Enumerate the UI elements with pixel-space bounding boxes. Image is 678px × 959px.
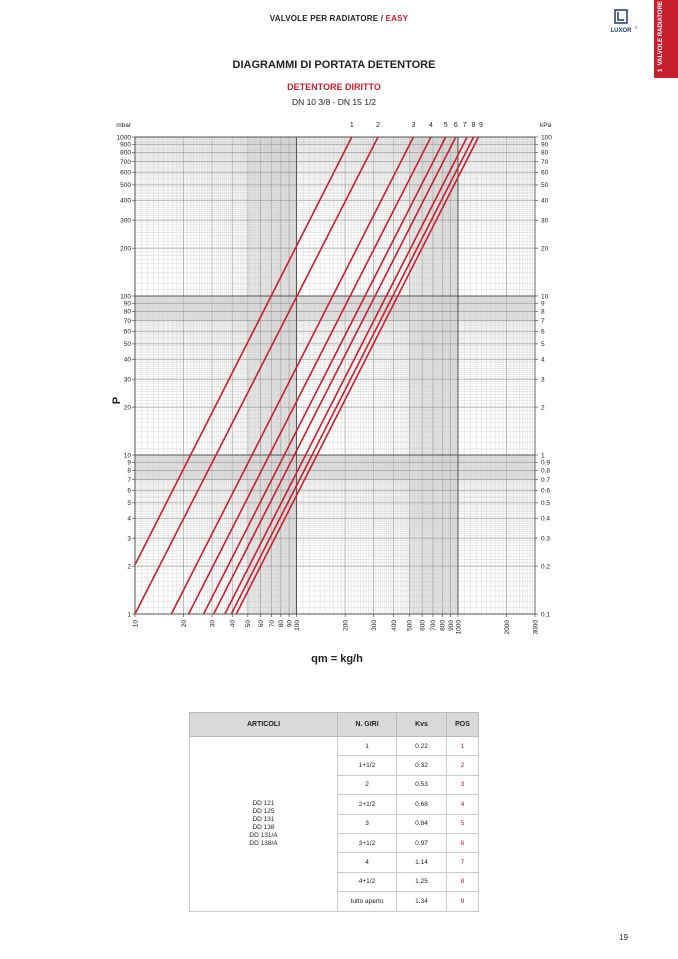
giri-cell: tutto aperto [338,892,397,911]
y-tick-label-right: 100 [541,134,552,142]
y-tick-label-right: 30 [541,217,549,225]
y-tick-label-left: 600 [120,169,131,177]
kvs-cell: 0.68 [397,795,447,814]
y-tick-label-left: 7 [127,476,131,484]
y-tick-label-right: 5 [541,341,545,349]
y-tick-label-right: 60 [541,169,549,177]
x-tick-label: 10 [132,620,140,628]
pos-cell: 5 [447,814,479,833]
y-tick-label-left: 30 [123,376,131,384]
col-articoli: ARTICOLI [190,713,338,737]
header-separator: / [378,14,386,23]
x-tick-label: 200 [342,620,350,631]
y-tick-label-left: 90 [123,300,131,308]
y-tick-label-right: 0.3 [541,535,551,543]
series-line-4 [189,137,431,614]
y-tick-label-left: 700 [120,158,131,166]
x-tick-label: 40 [229,620,237,628]
y-tick-label-left: 500 [120,182,131,190]
spec-table-header [190,713,479,737]
x-axis-title: qm = kg/h [311,653,363,665]
y-tick-label-right: 0.8 [541,467,551,475]
y-tick-label-right: 4 [541,356,545,364]
giri-cell: 3 [338,814,397,833]
y-tick-label-left: 1000 [116,134,131,142]
y-tick-label-left: 400 [120,197,131,205]
curve-label: 5 [443,122,448,129]
chapter-name: VALVOLE RADIATORE [658,1,664,66]
y-tick-label-right: 50 [541,182,549,190]
col-pos: POS [447,713,479,737]
curve-label: 1 [349,122,354,129]
y-tick-label-right: 70 [541,158,549,166]
y-tick-label-left: 1 [127,611,131,619]
articoli-cell: DD 121 DD 125 DD 131 DD 138 DD 131/A DD 138/A [190,737,338,912]
y-tick-label-right: 0.6 [541,487,551,495]
kvs-cell: 0.22 [397,737,447,756]
curve-label: 2 [376,122,381,129]
y-unit-right: kPa [540,122,552,129]
y-tick-label-left: 4 [127,515,131,523]
y-tick-label-left: 6 [127,487,131,495]
x-tick-label: 2000 [503,620,511,635]
x-tick-label: 70 [268,620,276,628]
x-tick-label: 600 [419,620,427,631]
x-tick-label: 1000 [455,620,463,635]
spec-table [189,712,479,912]
y-tick-label-right: 6 [541,328,545,336]
x-tick-label: 500 [406,620,414,631]
header-product: EASY [385,14,409,23]
y-tick-label-left: 10 [123,452,131,460]
chart-dimension-label: DN 10 3/8 - DN 15 1/2 [291,97,377,107]
y-tick-label-right: 2 [541,404,545,412]
kvs-cell: 1.25 [397,872,447,891]
y-tick-label-left: 9 [127,459,131,467]
y-tick-label-right: 20 [541,245,549,253]
y-unit-left: mbar [116,122,131,129]
pos-cell: 1 [447,737,479,756]
kvs-cell: 0.53 [397,775,447,794]
x-tick-label: 900 [447,620,455,631]
pos-cell: 3 [447,775,479,794]
y-tick-label-left: 900 [120,141,131,149]
giri-cell: 2 [338,775,397,794]
kvs-cell: 0.32 [397,756,447,775]
giri-cell: 2+1/2 [338,795,397,814]
y-tick-label-right: 3 [541,376,545,384]
pos-cell: 9 [447,892,479,911]
y-tick-label-left: 800 [120,149,131,157]
y-tick-label-right: 9 [541,300,545,308]
x-tick-label: 50 [245,620,253,628]
giri-cell: 1 [338,737,397,756]
curve-label: 3 [411,122,416,129]
y-tick-label-right: 0.1 [541,611,551,619]
giri-cell: 3+1/2 [338,833,397,852]
y-tick-label-left: 70 [123,317,131,325]
y-axis-title: P [111,396,123,405]
chapter-number: 1 [658,68,664,72]
y-tick-label-left: 5 [127,500,131,508]
header-section: VALVOLE PER RADIATORE [269,14,379,23]
kvs-cell: 0.97 [397,833,447,852]
y-tick-label-right: 0.2 [541,563,551,571]
y-tick-label-right: 10 [541,293,549,301]
kvs-cell: 0.84 [397,814,447,833]
col-kvs: Kvs [397,713,447,737]
y-tick-label-right: 90 [541,141,549,149]
y-tick-label-right: 80 [541,149,549,157]
y-tick-label-left: 2 [127,563,131,571]
page-title: DIAGRAMMI DI PORTATA DETENTORE [232,59,436,71]
y-tick-label-right: 8 [541,308,545,316]
y-tick-label-left: 200 [120,245,131,253]
logo-text: LUXOR [610,28,632,34]
curve-label: 6 [453,122,458,129]
x-tick-label: 400 [390,620,398,631]
x-tick-label: 60 [257,620,265,628]
logo-registered: ® [635,26,638,30]
giri-cell: 1+1/2 [338,756,397,775]
curve-label: 4 [428,122,433,129]
x-tick-label: 90 [286,620,294,628]
curve-label: 7 [462,122,467,129]
y-tick-label-right: 1 [541,452,545,460]
curve-label: 8 [471,122,476,129]
chart-subtitle: DETENTORE DIRITTO [287,82,381,92]
giri-cell: 4 [338,853,397,872]
y-tick-label-left: 50 [123,341,131,349]
pos-cell: 4 [447,795,479,814]
y-tick-label-right: 0.9 [541,459,551,467]
pos-cell: 2 [447,756,479,775]
x-tick-label: 30 [209,620,217,628]
y-tick-label-right: 40 [541,197,549,205]
y-tick-label-left: 20 [123,404,131,412]
x-tick-label: 100 [293,620,301,631]
y-tick-label-right: 0.5 [541,500,551,508]
x-tick-label: 700 [430,620,438,631]
pos-cell: 7 [447,853,479,872]
giri-cell: 4+1/2 [338,872,397,891]
pos-cell: 6 [447,833,479,852]
x-tick-label: 800 [439,620,447,631]
x-tick-label: 80 [278,620,286,628]
pos-cell: 8 [447,872,479,891]
y-tick-label-left: 60 [123,328,131,336]
y-tick-label-right: 0.4 [541,515,551,523]
y-tick-label-left: 100 [120,293,131,301]
x-tick-label: 20 [180,620,188,628]
y-tick-label-left: 80 [123,308,131,316]
table-row [190,737,479,756]
x-tick-label: 3000 [532,620,540,635]
kvs-cell: 1.14 [397,853,447,872]
page-number: 19 [619,933,628,942]
y-tick-label-left: 300 [120,217,131,225]
y-tick-label-left: 3 [127,535,131,543]
curve-label: 9 [479,122,483,129]
kvs-cell: 1.34 [397,892,447,911]
y-tick-label-left: 8 [127,467,131,475]
x-tick-label: 300 [370,620,378,631]
y-tick-label-right: 7 [541,317,545,325]
y-tick-label-right: 0.7 [541,476,551,484]
col-giri: N. GIRI [338,713,397,737]
y-tick-label-left: 40 [123,356,131,364]
